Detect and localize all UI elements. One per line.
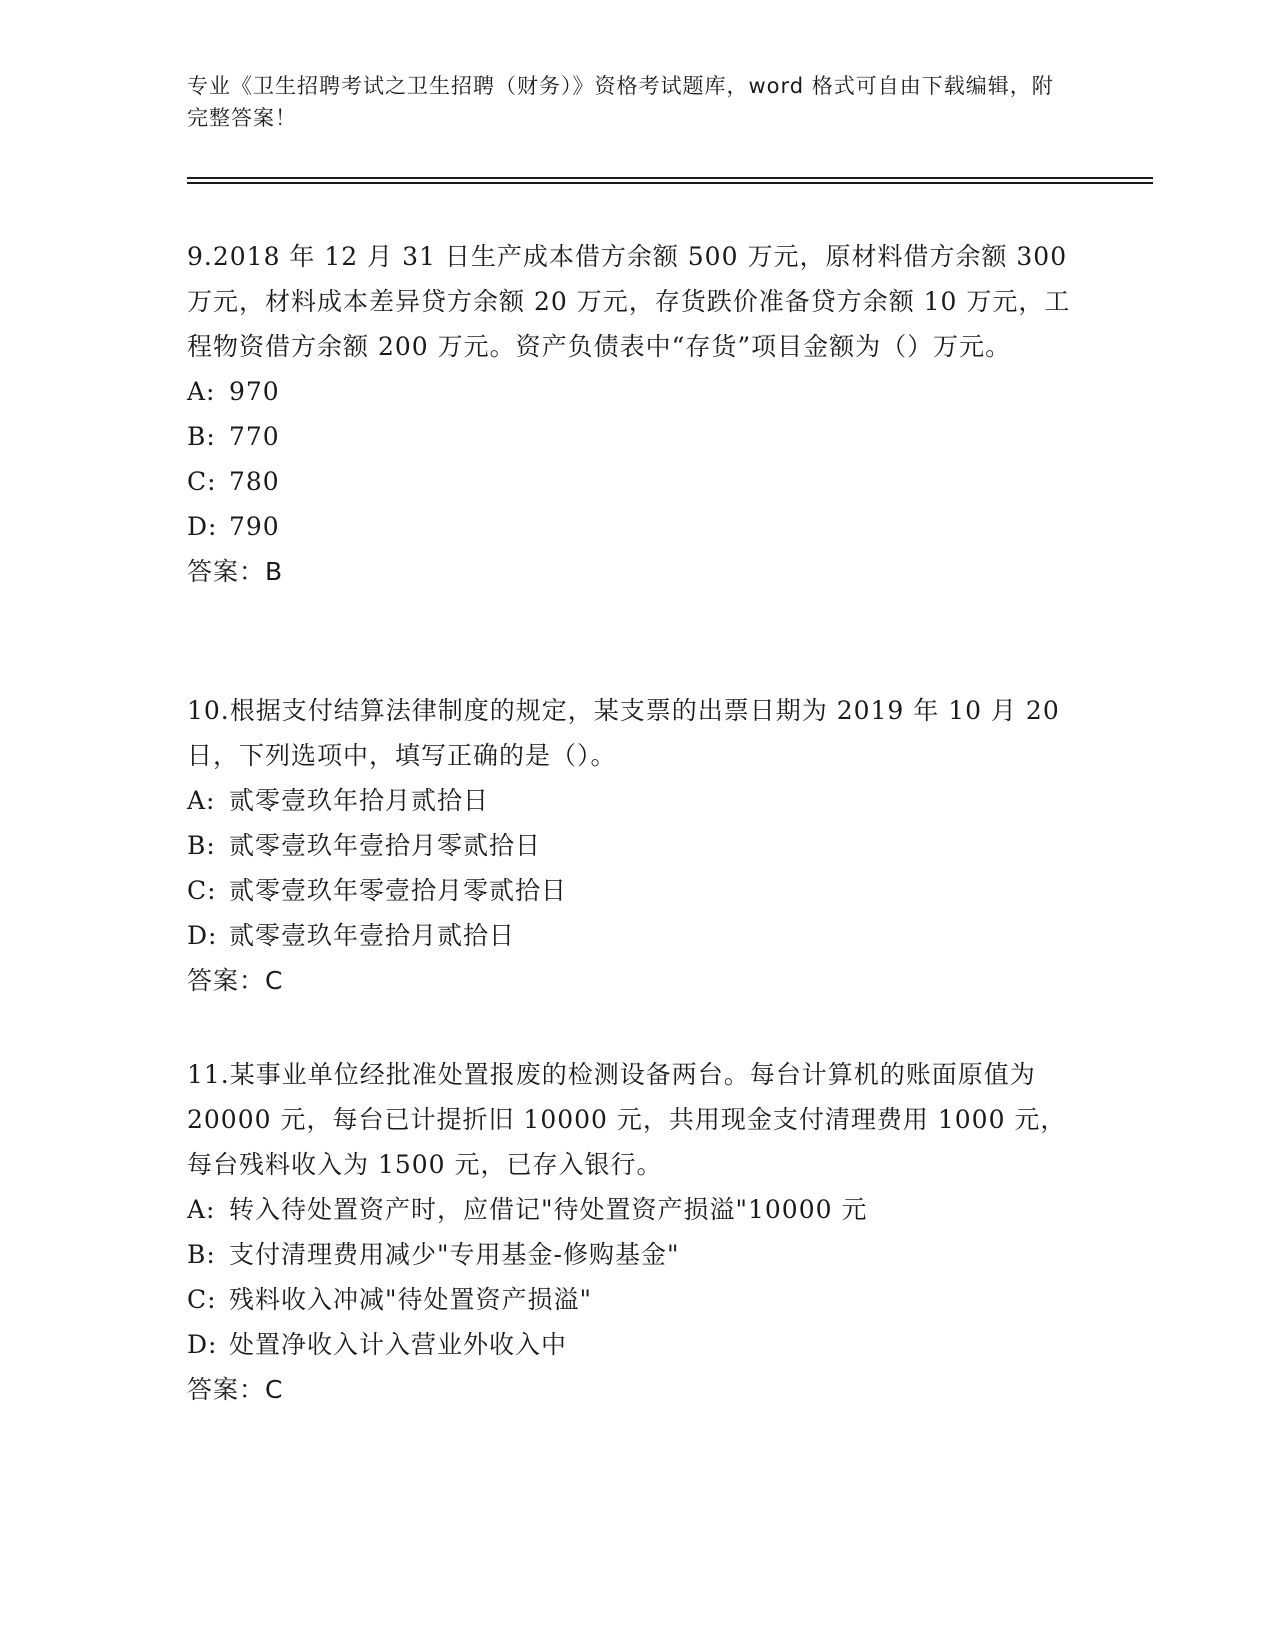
answer-label: 答案：C [187, 966, 284, 995]
option-a [187, 1187, 1077, 1232]
option-text: 780 [229, 467, 280, 496]
option-key: C: [187, 1285, 217, 1314]
option-key: B: [187, 831, 216, 860]
option-text: 处置净收入计入营业外收入中 [229, 1330, 568, 1359]
question-stem: 9.2018 年 12 月 31 日生产成本借方余额 500 万元，原材料借方余额 300 万元，材料成本差异贷方余额 20 万元，存货跌价准备贷方余额 10 万元，工程物资借方余额 200 万元。资产负债表中“存货”项目金额为（）万元。 [187, 242, 1071, 361]
option-key: B: [187, 1240, 216, 1269]
option-key: C: [187, 876, 217, 905]
option-key: C: [187, 467, 217, 496]
option-key: D: [187, 512, 218, 541]
option-b [187, 823, 1077, 868]
option-c [187, 868, 1077, 913]
question-11 [187, 1052, 1077, 1412]
header-divider-bottom [187, 182, 1153, 184]
option-text: 贰零壹玖年壹拾月零贰拾日 [229, 831, 542, 860]
option-key: A: [187, 1195, 216, 1224]
option-text: 残料收入冲减"待处置资产损溢" [229, 1285, 592, 1314]
option-d [187, 913, 1077, 958]
option-key: D: [187, 1330, 218, 1359]
option-a [187, 369, 1077, 414]
option-c [187, 1277, 1077, 1322]
option-a [187, 778, 1077, 823]
option-key: B: [187, 422, 216, 451]
option-key: A: [187, 786, 216, 815]
option-text: 970 [229, 377, 280, 406]
answer-label: 答案：C [187, 1375, 284, 1404]
option-c [187, 459, 1077, 504]
option-b [187, 1232, 1077, 1277]
option-text: 790 [229, 512, 280, 541]
question-stem: 10.根据支付结算法律制度的规定，某支票的出票日期为 2019 年 10 月 20 日，下列选项中，填写正确的是（）。 [187, 696, 1060, 770]
option-key: A: [187, 377, 216, 406]
option-text: 贰零壹玖年拾月贰拾日 [229, 786, 490, 815]
document-header: 专业《卫生招聘考试之卫生招聘（财务）》资格考试题库，word 格式可自由下载编辑，附完整答案！ [187, 74, 1054, 130]
option-b [187, 414, 1077, 459]
question-stem: 11.某事业单位经批准处置报废的检测设备两台。每台计算机的账面原值为 20000 元，每台已计提折旧 10000 元，共用现金支付清理费用 1000 元，每台残料收入为 1500 元，已存入银行。 [187, 1060, 1067, 1179]
option-text: 贰零壹玖年壹拾月贰拾日 [229, 921, 516, 950]
option-d [187, 1322, 1077, 1367]
question-10 [187, 688, 1077, 1003]
option-text: 转入待处置资产时，应借记"待处置资产损溢"10000 元 [229, 1195, 868, 1224]
option-d [187, 504, 1077, 549]
option-text: 支付清理费用减少"专用基金-修购基金" [229, 1240, 680, 1269]
option-text: 770 [229, 422, 280, 451]
question-9 [187, 234, 1077, 594]
answer-label: 答案：B [187, 557, 284, 586]
header-divider-top [187, 177, 1153, 179]
option-text: 贰零壹玖年零壹拾月零贰拾日 [229, 876, 568, 905]
option-key: D: [187, 921, 218, 950]
